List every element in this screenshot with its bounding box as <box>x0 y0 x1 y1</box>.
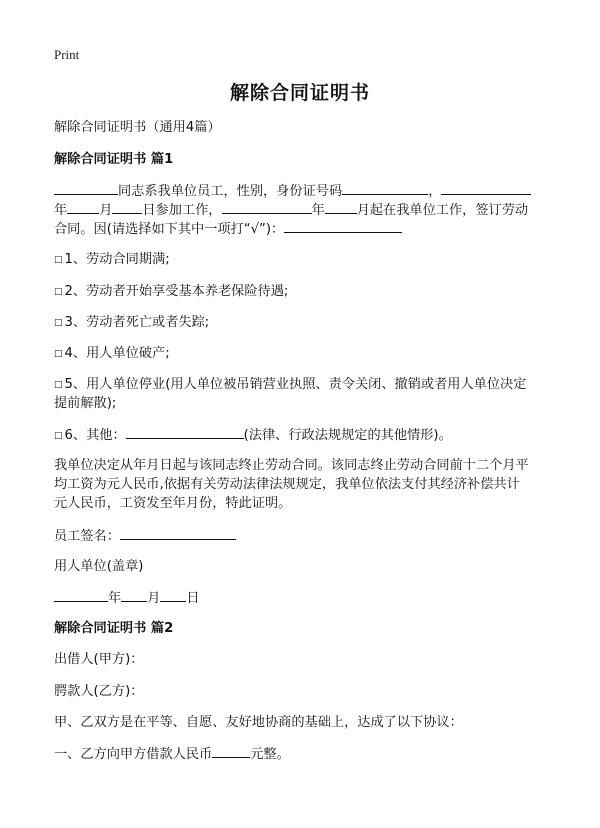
reason-choice-blank <box>284 219 402 233</box>
seal-year-blank <box>54 588 108 602</box>
seal-month-blank <box>121 588 147 602</box>
checkbox-icon[interactable]: □ <box>54 318 63 328</box>
option-3: □ 3、劳动者死亡或者失踪; <box>54 315 210 330</box>
borrower-party: 腭款人(乙方)： <box>54 684 144 699</box>
decision-line-1: 我单位决定从年月日起与该同志终止劳动合同。该同志终止劳动合同前十二个月平 <box>54 458 529 473</box>
checkbox-icon[interactable]: □ <box>54 255 63 265</box>
start-year-blank <box>67 200 99 214</box>
cert-line-2: 年 月 日参加工作， 年 月起在我单位工作，签订劳动 <box>54 200 528 221</box>
name-blank <box>54 181 118 195</box>
checkbox-icon[interactable]: □ <box>54 287 63 297</box>
checkbox-icon[interactable]: □ <box>54 349 63 359</box>
extra-blank <box>441 181 531 195</box>
clause-1: 一、乙方向甲方借款人民币 元整。 <box>54 744 290 765</box>
decision-line-3: 元人民币，工资发至年月份，特此证明。 <box>54 496 292 511</box>
start-month-blank <box>112 200 142 214</box>
option-5: □ 5、用人单位停业(用人单位被吊销营业执照、责令关闭、撤销或者用人单位决定 <box>54 377 527 392</box>
hire-month-blank <box>325 200 357 214</box>
agreement-intro: 甲、乙双方是在平等、自愿、友好地协商的基础上，达成了以下协议： <box>54 715 463 730</box>
option-4: □ 4、用人单位破产; <box>54 346 170 361</box>
option-1: □ 1、劳动合同期满; <box>54 252 170 267</box>
checkbox-icon[interactable]: □ <box>54 380 63 390</box>
section-1-heading: 解除合同证明书 篇1 <box>54 152 174 167</box>
section-2-heading: 解除合同证明书 篇2 <box>54 621 174 636</box>
option-6: □ 6、其他： (法律、行政法规规定的其他情形)。 <box>54 425 452 447</box>
id-number-blank <box>342 181 428 195</box>
other-reason-blank <box>126 425 244 439</box>
lender-party: 出借人(甲方)： <box>54 652 144 667</box>
option-5-continued: 提前解散); <box>54 396 117 411</box>
checkbox-icon[interactable]: □ <box>54 431 63 441</box>
decision-line-2: 均工资为元人民币,依据有关劳动法律法规规定，我单位依法支付其经济补偿共计 <box>54 477 520 492</box>
employer-seal: 用人单位(盖章) <box>54 559 144 574</box>
option-2: □ 2、劳动者开始享受基本养老保险待遇; <box>54 284 289 299</box>
seal-date: 年 月 日 <box>54 588 200 609</box>
signature-blank <box>120 526 236 540</box>
cert-line-1: 同志系我单位员工，性别，身份证号码 ， <box>54 181 531 202</box>
employee-signature: 员工签名： <box>54 526 236 547</box>
print-link[interactable]: Print <box>54 47 80 62</box>
hire-year-blank <box>222 200 312 214</box>
loan-amount-blank <box>212 744 250 758</box>
seal-day-blank <box>160 588 186 602</box>
document-title: 解除合同证明书 <box>229 82 370 104</box>
cert-line-3: 合同。因(请选择如下其中一项打“√”)： <box>54 219 402 240</box>
document-subtitle: 解除合同证明书（通用4篇） <box>54 120 221 135</box>
